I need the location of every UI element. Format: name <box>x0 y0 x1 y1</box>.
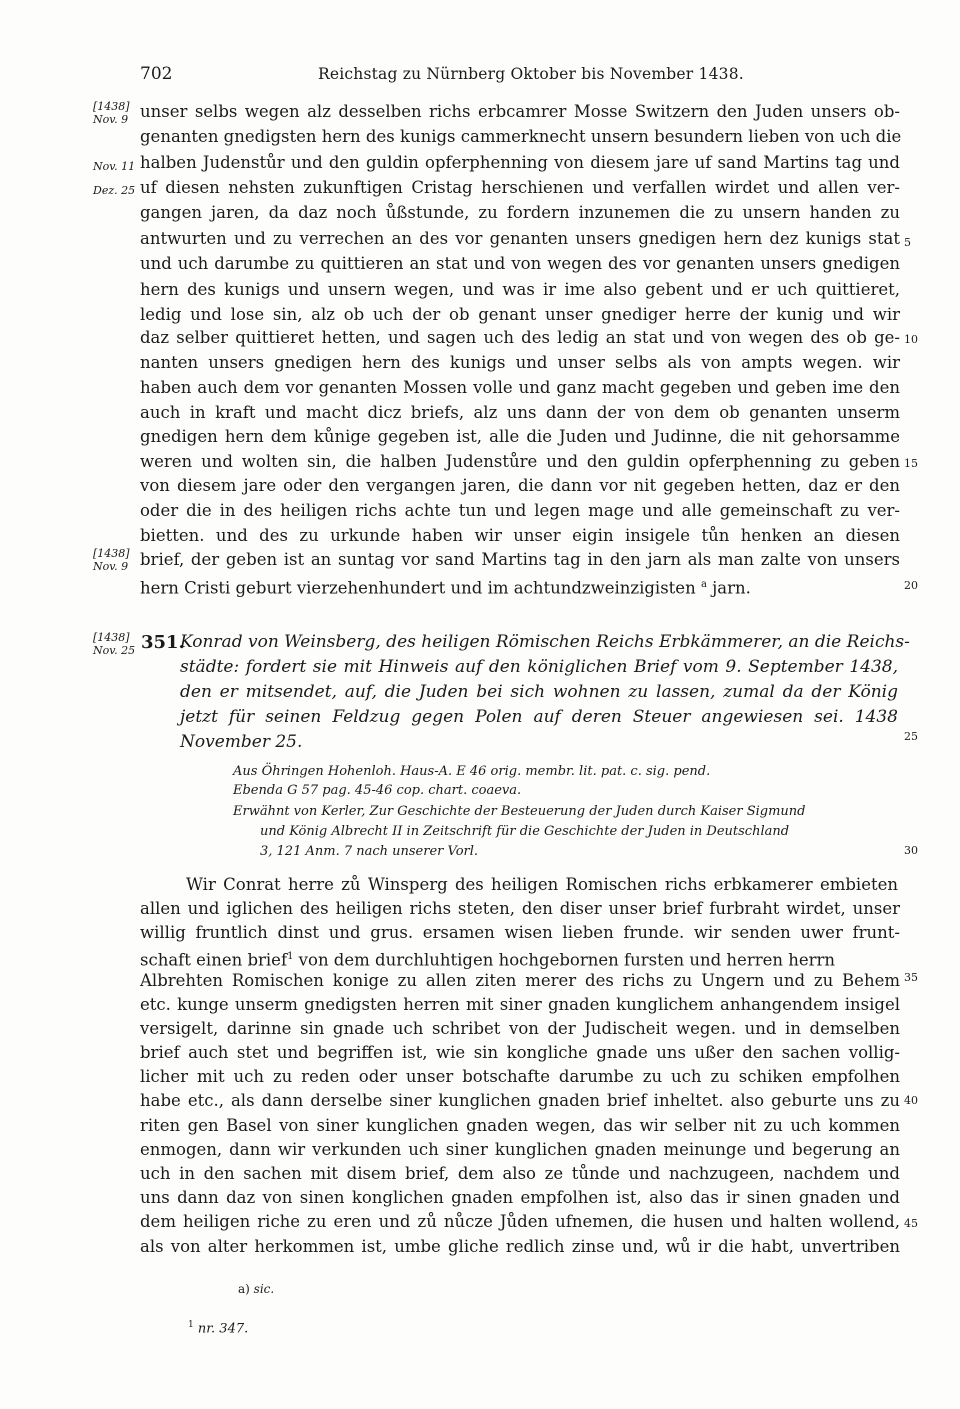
text-segment: schaft einen brief <box>140 950 288 970</box>
footnote-label: a) <box>238 1282 250 1296</box>
entry-number: 351. <box>141 632 185 653</box>
text-line: brief auch stet und begriffen ist, wie sin kongliche gnade uns ußer den sachen vollig- <box>140 1043 900 1062</box>
footnote-text: nr. 347. <box>197 1321 249 1337</box>
text-line: antwurten und zu verrechen an des vor genanten unsers gnedigen hern dez kunigs stat <box>140 229 900 248</box>
text-line: gangen jaren, da daz noch ůßstunde, zu fordern inzunemen die zu unsern handen zu <box>140 203 900 222</box>
source-line: und König Albrecht II in Zeitschrift für die Geschichte der Juden in Deutschland <box>260 824 790 839</box>
footnote-marker: 1 <box>287 951 294 962</box>
text-line: als von alter herkommen ist, umbe gliche redlich zinse und, wů ir die habt, unvertriben <box>140 1237 900 1256</box>
margin-date-1438: [1438] <box>93 631 130 644</box>
source-line: 3, 121 Anm. 7 nach unserer Vorl. <box>260 844 479 859</box>
text-line: Albrehten Romischen konige zu allen ziten merer des richs zu Ungern und zu Behem <box>140 971 900 990</box>
text-line: oder die in des heiligen richs achte tun und legen mage und alle gemeinschaft zu ver- <box>140 501 900 520</box>
line-number: 25 <box>904 730 918 743</box>
footnote-a <box>238 1282 274 1296</box>
margin-date-1438: [1438] <box>93 100 130 113</box>
text-line: versigelt, darinne sin gnade uch schribet von der Judischeit wegen. und in demselben <box>140 1019 900 1038</box>
line-number: 15 <box>904 457 918 470</box>
line-number: 40 <box>904 1094 918 1107</box>
text-segment: jarn. <box>706 578 751 598</box>
text-line: willig fruntlich dinst und grus. ersamen wisen lieben frunde. wir senden uwer frunt- <box>140 923 900 942</box>
line-number: 20 <box>904 579 918 592</box>
footnote-1 <box>188 1320 248 1336</box>
text-line: riten gen Basel von siner kunglichen gnaden wegen, das wir selber nit zu uch kommen <box>140 1116 900 1135</box>
text-line: bietten. und des zu urkunde haben wir unser eigin insigele tůn henken an diesen <box>140 526 900 545</box>
line-number: 10 <box>904 333 918 346</box>
text-line: uns dann daz von sinen konglichen gnaden empfolhen ist, also das ir sinen gnaden und <box>140 1188 900 1207</box>
text-line: unser selbs wegen alz desselben richs erbcamrer Mosse Switzern den Juden unsers ob- <box>140 102 900 121</box>
text-line: nanten unsers gnedigen hern des kunigs und unser selbs als von ampts wegen. wir <box>140 353 900 372</box>
text-line: uch in den sachen mit disem brief, dem also ze tůnde und nachzugeen, nachdem und <box>140 1164 900 1183</box>
text-line: etc. kunge unserm gnedigsten herren mit siner gnaden kunglichem anhangendem insigel <box>140 995 900 1014</box>
text-line: allen und iglichen des heiligen richs steten, den diser unser brief furbraht wirdet, unser <box>140 899 900 918</box>
text-line: daz selber quittieret hetten, und sagen uch des ledig an stat und von wegen des ob ge- <box>140 328 900 347</box>
margin-date-dez25: Dez. 25 <box>93 184 136 197</box>
source-line: Erwähnt von Kerler, Zur Geschichte der Besteuerung der Juden durch Kaiser Sigmund <box>233 804 806 819</box>
source-line: Aus Öhringen Hohenloh. Haus-A. E 46 orig. membr. lit. pat. c. sig. pend. <box>233 764 711 779</box>
regest-line: jetzt für seinen Feldzug gegen Polen auf deren Steuer angewiesen sei. 1438 <box>180 707 898 727</box>
text-line: gnedigen hern dem kůnige gegeben ist, alle die Juden und Judinne, die nit gehorsamme <box>140 427 900 446</box>
text-line: brief, der geben ist an suntag vor sand Martins tag in den jarn als man zalte von unsers <box>140 550 900 569</box>
text-line: von diesem jare oder den vergangen jaren, die dann vor nit gegeben hetten, daz er den <box>140 476 900 495</box>
text-line: hern des kunigs und unsern wegen, und was ir ime also gebent und er uch quittieret, <box>140 280 900 299</box>
text-line: dem heiligen riche zu eren und zů nůcze Jůden ufnemen, die husen und halten wollend, <box>140 1212 900 1231</box>
footnote-marker: a <box>700 579 707 590</box>
text-line: halben Judenstůr und den guldin opferphenning von diesem jare uf sand Martins tag und <box>140 153 900 172</box>
margin-date-1438: [1438] <box>93 547 130 560</box>
text-segment: von dem durchluhtigen hochgebornen fursten und herren herrn <box>293 950 836 970</box>
margin-date-nov11: Nov. 11 <box>93 160 136 173</box>
footnote-text: sic. <box>253 1282 275 1296</box>
margin-date-nov25: Nov. 25 <box>93 644 136 657</box>
regest-line: Konrad von Weinsberg, des heiligen Römischen Reichs Erbkämmerer, an die Reichs- <box>180 632 910 652</box>
line-number: 45 <box>904 1217 918 1230</box>
regest-line: den er mitsendet, auf, die Juden bei sich wohnen zu lassen, zumal da der König <box>180 682 898 702</box>
line-number: 35 <box>904 971 918 984</box>
margin-date-nov9: Nov. 9 <box>93 113 129 126</box>
text-line: weren und wolten sin, die halben Judenstůre und den guldin opferphenning zu geben <box>140 452 900 471</box>
text-line: uf diesen nehsten zukunftigen Cristag herschienen und verfallen wirdet und allen ver- <box>140 178 900 197</box>
text-line: Wir Conrat herre zů Winsperg des heiligen Romischen richs erbkamerer embieten <box>186 875 898 894</box>
text-segment: hern Cristi geburt vierzehenhundert und im achtundzweinzigisten <box>140 578 696 598</box>
text-line-last <box>140 573 751 601</box>
page-number: 702 <box>140 64 173 84</box>
text-line: haben auch dem vor genanten Mossen volle und ganz macht gegeben und geben ime den <box>140 378 900 397</box>
text-line: habe etc., als dann derselbe siner kunglichen gnaden brief inheltet. also geburte uns zu <box>140 1091 900 1110</box>
text-line: licher mit uch zu reden oder unser botschafte darumbe zu uch zu schiken empfolhen <box>140 1067 900 1086</box>
margin-date-nov9: Nov. 9 <box>93 560 129 573</box>
footnote-label: 1 <box>188 1320 194 1330</box>
line-number: 5 <box>904 236 911 249</box>
text-line: auch in kraft und macht dicz briefs, alz uns dann der von dem ob genanten unserm <box>140 403 900 422</box>
running-title: Reichstag zu Nürnberg Oktober bis November 1438. <box>318 65 744 83</box>
text-line: ledig und lose sin, alz ob uch der ob genant unser gnediger herre der kunig und wir <box>140 305 900 324</box>
source-line: Ebenda G 57 pag. 45-46 cop. chart. coaeva. <box>233 783 522 798</box>
text-line: genanten gnedigsten hern des kunigs cammerknecht unsern besundern lieben von uch die <box>140 127 902 146</box>
regest-line: November 25. <box>180 732 303 752</box>
line-number: 30 <box>904 844 918 857</box>
text-line: enmogen, dann wir verkunden uch siner kunglichen gnaden meinunge und begerung an <box>140 1140 900 1159</box>
text-line: und uch darumbe zu quittieren an stat und von wegen des vor genanten unsers gnedigen <box>140 254 900 273</box>
regest-line: städte: fordert sie mit Hinweis auf den königlichen Brief vom 9. September 1438, <box>180 657 898 677</box>
